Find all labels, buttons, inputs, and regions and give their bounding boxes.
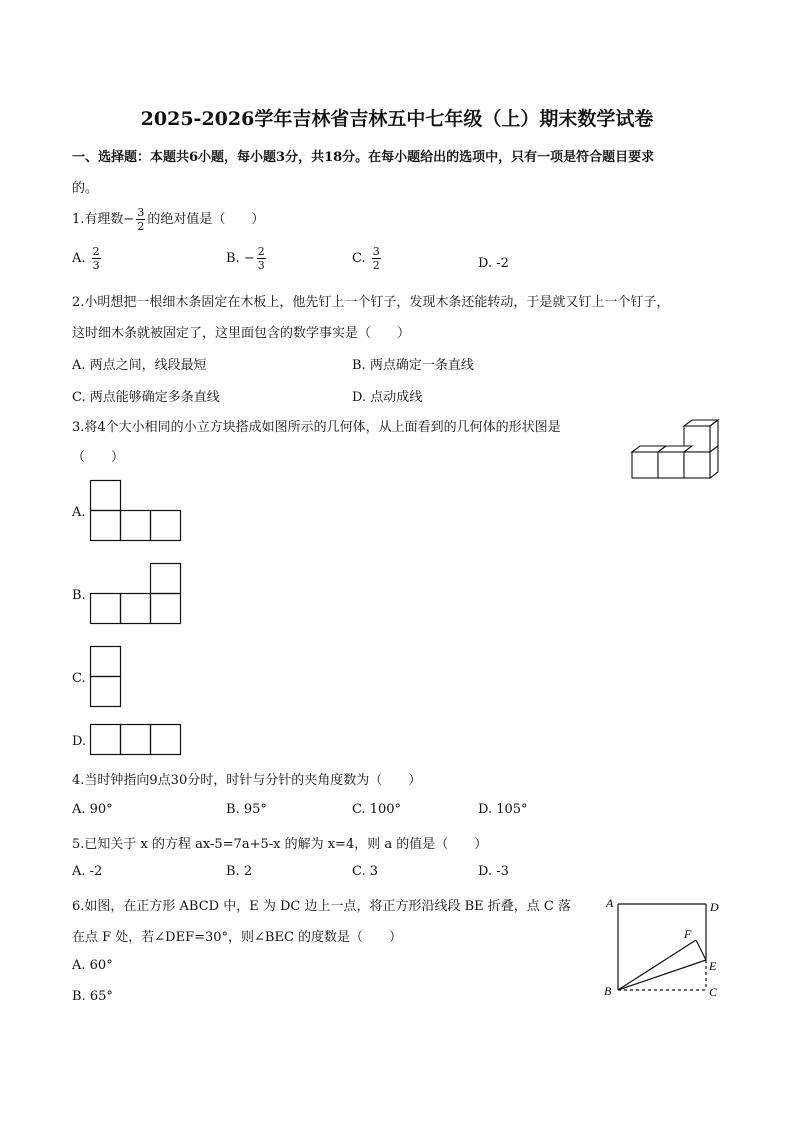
q3-solid-figure	[630, 418, 722, 480]
option-text: -2	[496, 256, 509, 271]
question-1-stem	[72, 206, 264, 234]
question-5-stem: 5.已知关于 x 的方程 ax-5=7a+5-x 的解为 x=4，则 a 的值是（ ）	[72, 837, 488, 852]
label-d: D	[710, 900, 719, 914]
q1-option-c-fraction	[372, 246, 381, 271]
q3-option-b-label[interactable]: B.	[72, 588, 86, 603]
option-label: D.	[478, 256, 493, 271]
q1-stem-post: 的绝对值是（ ）	[147, 212, 265, 227]
section-heading-line2: 的。	[72, 181, 99, 196]
q1-frac-den: 2	[137, 220, 145, 233]
q3-option-d-label[interactable]: D.	[72, 734, 87, 749]
frac-den: 3	[257, 259, 265, 272]
q1-option-c[interactable]	[352, 246, 383, 271]
q5-option-b[interactable]: B. 2	[226, 864, 253, 879]
q1-stem-pre: 1.有理数	[72, 212, 124, 227]
q3-option-b-figure[interactable]	[90, 563, 182, 625]
q1-frac-num: 3	[137, 206, 145, 219]
section-heading-line1: 一、选择题：本题共6小题，每小题3分，共18分。在每小题给出的选项中，只有一项是符合题目要求	[72, 150, 655, 165]
q5-option-c[interactable]: C. 3	[352, 864, 379, 879]
label-f: F	[684, 927, 692, 941]
question-2-line1: 2.小明想把一根细木条固定在木板上，他先钉上一个钉子，发现木条还能转动，于是就又钉上一个钉子，	[72, 295, 670, 310]
q1-frac-sign: −	[123, 212, 135, 227]
q4-option-a[interactable]: A. 90°	[72, 802, 113, 817]
q1-option-a-fraction	[92, 246, 101, 271]
frac-den: 2	[372, 259, 380, 272]
frac-den: 3	[92, 259, 100, 272]
q2-option-d[interactable]: D. 点动成线	[352, 390, 423, 405]
question-2-line2: 这时细木条就被固定了，这里面包含的数学事实是（ ）	[72, 326, 411, 341]
label-a: A	[606, 896, 614, 910]
q5-option-a[interactable]: A. -2	[72, 864, 103, 879]
label-b: B	[604, 984, 612, 998]
q2-option-c[interactable]: C. 两点能够确定多条直线	[72, 390, 220, 405]
page-title: 2025-2026学年吉林省吉林五中七年级（上）期末数学试卷	[140, 108, 654, 130]
q1-option-b-fraction	[257, 246, 266, 271]
q1-option-d[interactable]	[478, 256, 509, 271]
question-6-line1: 6.如图，在正方形 ABCD 中，E 为 DC 边上一点，将正方形沿线段 BE 折叠，点 C 落	[72, 899, 571, 914]
q1-option-b[interactable]	[226, 246, 268, 271]
option-label: A.	[72, 251, 86, 266]
q5-option-d[interactable]: D. -3	[478, 864, 509, 879]
q3-option-d-figure[interactable]	[90, 724, 182, 756]
q3-option-c-figure[interactable]	[90, 646, 122, 708]
q6-option-a[interactable]: A. 60°	[72, 958, 113, 973]
q6-square-figure	[600, 894, 730, 1002]
question-3-line1: 3.将4个大小相同的小立方块搭成如图所示的几何体，从上面看到的几何体的形状图是	[72, 420, 561, 435]
q2-option-b[interactable]: B. 两点确定一条直线	[352, 358, 474, 373]
q4-option-c[interactable]: C. 100°	[352, 802, 402, 817]
q4-option-d[interactable]: D. 105°	[478, 802, 528, 817]
q4-option-b[interactable]: B. 95°	[226, 802, 267, 817]
frac-num: 3	[372, 245, 380, 258]
frac-num: 2	[92, 245, 100, 258]
q1-option-a[interactable]	[72, 246, 103, 271]
option-label: C.	[352, 251, 366, 266]
frac-sign: −	[243, 251, 255, 266]
q3-option-a-label[interactable]: A.	[72, 505, 86, 520]
question-6-line2: 在点 F 处，若∠DEF=30°，则∠BEC 的度数是（ ）	[72, 930, 403, 945]
label-c: C	[709, 985, 718, 999]
label-e: E	[709, 959, 717, 973]
frac-num: 2	[257, 245, 265, 258]
q1-fraction	[136, 207, 145, 232]
question-4-stem: 4.当时钟指向9点30分时，时针与分针的夹角度数为（ ）	[72, 773, 422, 788]
question-3-line2: （ ）	[72, 450, 125, 465]
q2-option-a[interactable]: A. 两点之间，线段最短	[72, 358, 207, 373]
q3-option-c-label[interactable]: C.	[72, 671, 86, 686]
q6-option-b[interactable]: B. 65°	[72, 989, 113, 1004]
option-label: B.	[226, 251, 240, 266]
q3-option-a-figure[interactable]	[90, 480, 182, 542]
